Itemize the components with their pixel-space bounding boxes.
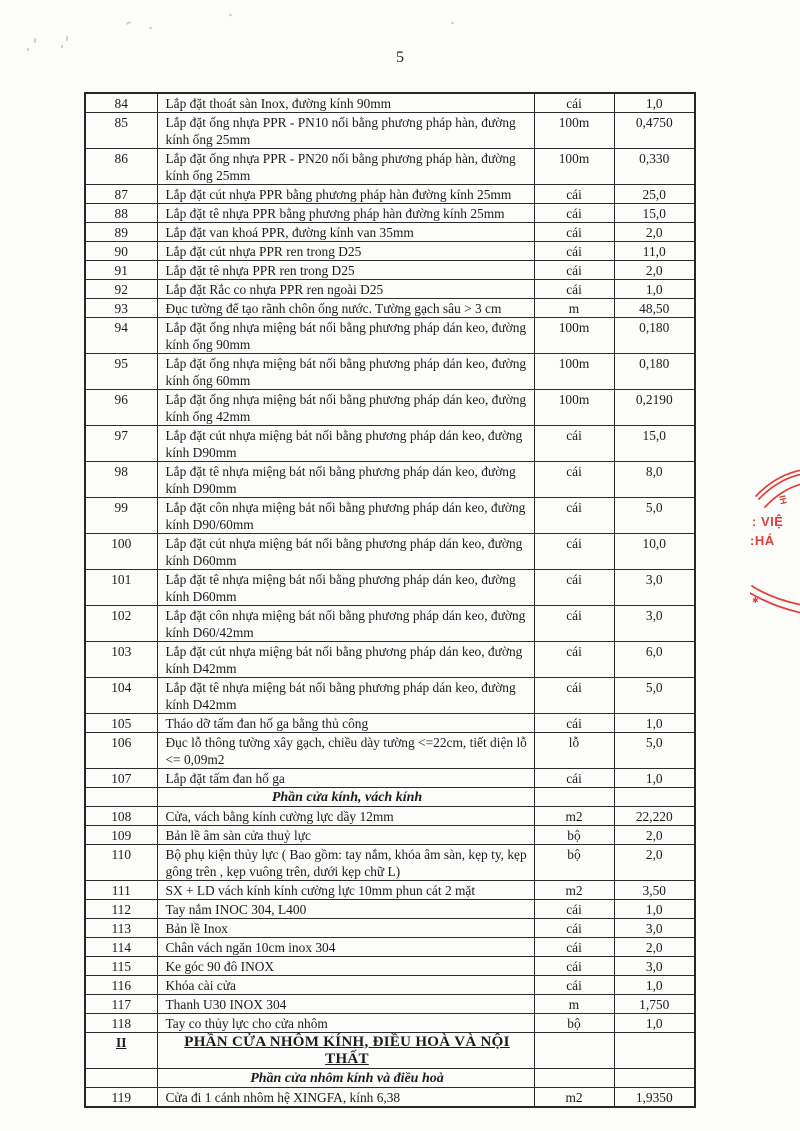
table-row [85, 1014, 695, 1033]
row-number [85, 1069, 157, 1088]
row-number: 106 [85, 733, 157, 769]
row-unit: bộ [534, 826, 614, 845]
row-unit: cái [534, 185, 614, 204]
row-qty: 5,0 [614, 733, 695, 769]
row-unit: 100m [534, 318, 614, 354]
row-number: 105 [85, 714, 157, 733]
row-number: 102 [85, 606, 157, 642]
table-row [85, 570, 695, 606]
row-description: Lắp đặt tê nhựa miệng bát nối bằng phương pháp dán keo, đường kính D42mm [157, 678, 534, 714]
table-row [85, 318, 695, 354]
row-description: SX + LD vách kính kính cường lực 10mm phun cát 2 mặt [157, 881, 534, 900]
table-row [85, 957, 695, 976]
row-description: Lắp đặt ống nhựa PPR - PN10 nối bằng phương pháp hàn, đường kính ống 25mm [157, 113, 534, 149]
row-unit: cái [534, 642, 614, 678]
row-number: 110 [85, 845, 157, 881]
row-description: Lắp đặt cút nhựa PPR bằng phương pháp hàn đường kính 25mm [157, 185, 534, 204]
row-number: 96 [85, 390, 157, 426]
table-row [85, 93, 695, 113]
row-number: 100 [85, 534, 157, 570]
row-number: 91 [85, 261, 157, 280]
row-description: Thanh U30 INOX 304 [157, 995, 534, 1014]
table-row [85, 714, 695, 733]
row-unit: cái [534, 769, 614, 788]
row-description: Bản lề Inox [157, 919, 534, 938]
row-number: 111 [85, 881, 157, 900]
table-row [85, 881, 695, 900]
row-number: 85 [85, 113, 157, 149]
row-description: Lắp đặt cút nhựa miệng bát nối bằng phương pháp dán keo, đường kính D60mm [157, 534, 534, 570]
row-description: Khóa cài cửa [157, 976, 534, 995]
row-description: Đục tường để tạo rãnh chôn ống nước. Tường gạch sâu > 3 cm [157, 299, 534, 318]
table-row [85, 354, 695, 390]
row-number: 93 [85, 299, 157, 318]
row-number: 90 [85, 242, 157, 261]
row-qty: 48,50 [614, 299, 695, 318]
row-number: 86 [85, 149, 157, 185]
row-qty: 15,0 [614, 204, 695, 223]
row-unit: m2 [534, 807, 614, 826]
table-row [85, 826, 695, 845]
table-row [85, 976, 695, 995]
scan-speckle [34, 38, 37, 43]
row-number: 103 [85, 642, 157, 678]
table-row [85, 919, 695, 938]
row-qty: 10,0 [614, 534, 695, 570]
svg-text:✱: ✱ [752, 596, 759, 605]
row-number: 95 [85, 354, 157, 390]
table-row [85, 938, 695, 957]
table-row [85, 733, 695, 769]
row-qty: 1,0 [614, 93, 695, 113]
stamp-side-letters: IH [777, 494, 789, 506]
row-qty: 0,2190 [614, 390, 695, 426]
table-row [85, 299, 695, 318]
table-row [85, 498, 695, 534]
stamp-text-line2: :HÁ [750, 533, 775, 548]
row-number: 84 [85, 93, 157, 113]
row-qty: 1,9350 [614, 1088, 695, 1108]
table-row [85, 606, 695, 642]
row-number: 113 [85, 919, 157, 938]
table-row [85, 204, 695, 223]
row-qty: 2,0 [614, 826, 695, 845]
row-description: Lắp đặt cút nhựa PPR ren trong D25 [157, 242, 534, 261]
row-number: 112 [85, 900, 157, 919]
table-row [85, 1069, 695, 1088]
row-qty: 11,0 [614, 242, 695, 261]
row-description: Bộ phụ kiện thủy lực ( Bao gồm: tay nắm, khóa âm sàn, kẹp ty, kẹp gông trên , kẹp vuông trên, dưới kẹp chữ L) [157, 845, 534, 881]
row-qty: 1,0 [614, 976, 695, 995]
row-description: Lắp đặt Rắc co nhựa PPR ren ngoài D25 [157, 280, 534, 299]
row-description: Phần cửa kính, vách kính [157, 788, 534, 807]
row-number: 88 [85, 204, 157, 223]
row-number: 115 [85, 957, 157, 976]
row-qty: 15,0 [614, 426, 695, 462]
table-row [85, 900, 695, 919]
row-number: 118 [85, 1014, 157, 1033]
table-row [85, 261, 695, 280]
row-unit: cái [534, 93, 614, 113]
table-row [85, 390, 695, 426]
row-number: 101 [85, 570, 157, 606]
row-number: II [85, 1033, 157, 1069]
table-row [85, 769, 695, 788]
table-row [85, 426, 695, 462]
row-description: Tay nắm INOC 304, L400 [157, 900, 534, 919]
row-unit: cái [534, 900, 614, 919]
items-table-body [85, 93, 695, 1107]
row-number: 104 [85, 678, 157, 714]
table-row [85, 678, 695, 714]
row-qty: 1,0 [614, 714, 695, 733]
row-description: Lắp đặt tê nhựa PPR ren trong D25 [157, 261, 534, 280]
row-description: Lắp đặt tê nhựa PPR bằng phương pháp hàn đường kính 25mm [157, 204, 534, 223]
row-qty: 22,220 [614, 807, 695, 826]
row-unit: 100m [534, 113, 614, 149]
row-unit: cái [534, 426, 614, 462]
table-row [85, 788, 695, 807]
row-unit: 100m [534, 149, 614, 185]
row-description: Bản lề âm sàn cửa thuỷ lực [157, 826, 534, 845]
table-row [85, 223, 695, 242]
row-number: 109 [85, 826, 157, 845]
row-unit: m [534, 299, 614, 318]
row-unit: lỗ [534, 733, 614, 769]
row-qty: 2,0 [614, 261, 695, 280]
row-unit: 100m [534, 390, 614, 426]
row-qty: 3,0 [614, 606, 695, 642]
row-unit: cái [534, 678, 614, 714]
row-number [85, 788, 157, 807]
row-number: 98 [85, 462, 157, 498]
row-description: Phần cửa nhôm kính và điều hoà [157, 1069, 534, 1088]
row-number: 92 [85, 280, 157, 299]
row-unit: cái [534, 938, 614, 957]
row-description: Lắp đặt ống nhựa PPR - PN20 nối bằng phương pháp hàn, đường kính ống 25mm [157, 149, 534, 185]
row-qty [614, 1069, 695, 1088]
row-number: 107 [85, 769, 157, 788]
row-description: Lắp đặt ống nhựa miệng bát nối bằng phương pháp dán keo, đường kính ống 42mm [157, 390, 534, 426]
row-description: Lắp đặt tê nhựa miệng bát nối bằng phương pháp dán keo, đường kính D90mm [157, 462, 534, 498]
row-unit: cái [534, 498, 614, 534]
row-description: Ke góc 90 đô INOX [157, 957, 534, 976]
table-row [85, 242, 695, 261]
row-qty: 6,0 [614, 642, 695, 678]
row-qty: 5,0 [614, 678, 695, 714]
table-row [85, 113, 695, 149]
row-number: 116 [85, 976, 157, 995]
row-unit: cái [534, 714, 614, 733]
row-qty: 3,0 [614, 570, 695, 606]
row-number: 119 [85, 1088, 157, 1108]
row-description: Lắp đặt côn nhựa miệng bát nối bằng phương pháp dán keo, đường kính D90/60mm [157, 498, 534, 534]
row-description: Chân vách ngăn 10cm inox 304 [157, 938, 534, 957]
row-unit: cái [534, 280, 614, 299]
row-unit: bộ [534, 1014, 614, 1033]
row-description: Lắp đặt ống nhựa miệng bát nối bằng phương pháp dán keo, đường kính ống 60mm [157, 354, 534, 390]
row-description: Lắp đặt tấm đan hố ga [157, 769, 534, 788]
row-qty: 2,0 [614, 938, 695, 957]
table-row [85, 995, 695, 1014]
row-number: 108 [85, 807, 157, 826]
row-unit: cái [534, 534, 614, 570]
row-description: Lắp đặt cút nhựa miệng bát nối bằng phương pháp dán keo, đường kính D90mm [157, 426, 534, 462]
row-description: Tay co thủy lực cho cửa nhôm [157, 1014, 534, 1033]
row-description: Lắp đặt ống nhựa miệng bát nối bằng phương pháp dán keo, đường kính ống 90mm [157, 318, 534, 354]
row-unit: cái [534, 957, 614, 976]
table-row [85, 1033, 695, 1069]
table-row [85, 1088, 695, 1108]
row-description: Cửa, vách bằng kính cường lực dầy 12mm [157, 807, 534, 826]
row-unit: cái [534, 606, 614, 642]
row-unit [534, 788, 614, 807]
row-qty: 3,0 [614, 919, 695, 938]
row-unit: cái [534, 242, 614, 261]
row-unit: cái [534, 462, 614, 498]
row-number: 87 [85, 185, 157, 204]
row-unit: m2 [534, 881, 614, 900]
row-qty [614, 1033, 695, 1069]
row-number: 94 [85, 318, 157, 354]
stamp-text-line1: : VIỆ [752, 514, 784, 529]
row-qty: 1,0 [614, 1014, 695, 1033]
items-table [84, 92, 696, 1108]
row-qty: 25,0 [614, 185, 695, 204]
row-unit: cái [534, 204, 614, 223]
row-qty: 1,750 [614, 995, 695, 1014]
row-number: 97 [85, 426, 157, 462]
row-description: PHẦN CỬA NHÔM KÍNH, ĐIỀU HOÀ VÀ NỘI THẤT [157, 1033, 534, 1069]
row-qty: 0,180 [614, 318, 695, 354]
scan-speckle [229, 13, 233, 16]
stamp-arcs-icon [750, 462, 800, 624]
row-description: Tháo dỡ tấm đan hố ga bằng thủ công [157, 714, 534, 733]
scan-speckle [27, 48, 29, 51]
row-qty: 1,0 [614, 769, 695, 788]
table-row [85, 807, 695, 826]
row-unit: 100m [534, 354, 614, 390]
row-description: Lắp đặt tê nhựa miệng bát nối bằng phương pháp dán keo, đường kính D60mm [157, 570, 534, 606]
table-row [85, 534, 695, 570]
row-qty: 0,4750 [614, 113, 695, 149]
row-unit: cái [534, 919, 614, 938]
row-number: 99 [85, 498, 157, 534]
row-qty: 0,180 [614, 354, 695, 390]
row-description: Lắp đặt van khoá PPR, đường kính van 35mm [157, 223, 534, 242]
table-row [85, 845, 695, 881]
table-row [85, 149, 695, 185]
row-unit: bộ [534, 845, 614, 881]
row-qty: 3,50 [614, 881, 695, 900]
row-unit: m [534, 995, 614, 1014]
row-unit: cái [534, 261, 614, 280]
row-qty: 2,0 [614, 223, 695, 242]
scan-speckle [66, 36, 69, 41]
row-number: 114 [85, 938, 157, 957]
row-description: Lắp đặt cút nhựa miệng bát nối bằng phương pháp dán keo, đường kính D42mm [157, 642, 534, 678]
row-qty: 3,0 [614, 957, 695, 976]
row-qty: 0,330 [614, 149, 695, 185]
table-row [85, 280, 695, 299]
scan-speckle [451, 22, 454, 24]
row-qty: 5,0 [614, 498, 695, 534]
row-unit [534, 1069, 614, 1088]
row-unit: cái [534, 976, 614, 995]
row-description: Lắp đặt côn nhựa miệng bát nối bằng phương pháp dán keo, đường kính D60/42mm [157, 606, 534, 642]
row-number: 89 [85, 223, 157, 242]
table-row [85, 642, 695, 678]
row-qty: 1,0 [614, 900, 695, 919]
row-unit [534, 1033, 614, 1069]
row-unit: cái [534, 223, 614, 242]
row-qty: 2,0 [614, 845, 695, 881]
row-description: Đục lỗ thông tường xây gạch, chiều dày tường <=22cm, tiết diện lỗ <= 0,09m2 [157, 733, 534, 769]
scan-speckle [126, 21, 131, 25]
row-description: Lắp đặt thoát sàn Inox, đường kính 90mm [157, 93, 534, 113]
scan-speckle [61, 45, 63, 48]
table-row [85, 462, 695, 498]
red-stamp [750, 462, 800, 624]
row-qty: 1,0 [614, 280, 695, 299]
scan-speckle [149, 27, 152, 29]
row-description: Cửa đi 1 cánh nhôm hệ XINGFA, kính 6,38 [157, 1088, 534, 1108]
row-number: 117 [85, 995, 157, 1014]
page-number: 5 [396, 49, 404, 66]
row-unit: cái [534, 570, 614, 606]
row-qty: 8,0 [614, 462, 695, 498]
row-qty [614, 788, 695, 807]
table-row [85, 185, 695, 204]
row-unit: m2 [534, 1088, 614, 1108]
